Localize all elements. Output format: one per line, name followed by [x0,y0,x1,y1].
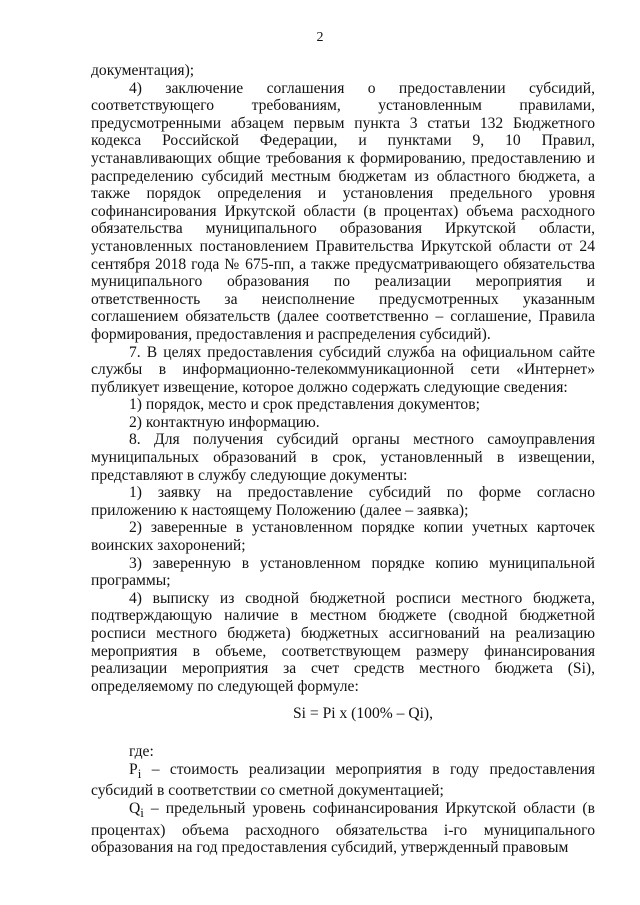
paragraph: 1) порядок, место и срок представления документов; [129,396,480,414]
paragraph: 4) заключение соглашения о предоставлении субсидий, соответствующего требованиям, установленным правилами, предусмотренными абзацем первым пункта 3 статьи 132 Бюджетного кодекса Российской Федерации, и пунктами 9, 10 Правил, устанавливающих общие требования к формированию, предоставлению и распределению субсидий местным бюджетам из областного бюджета, а также порядок определения и установления предельного уровня софинансирования Иркутской области (в процентах) объема расходного обязательства муниципального образования Иркутской области, установленных постановлением Правительства Иркутской области от 24 сентября 2018 года № 675-пп, а также предусматривающего обязательства муниципального образования по реализации мероприятия и ответственность за неисполнение предусмотренных указанным соглашением обязательств (далее соответственно – соглашение, Правила формирования, предоставления и распределения субсидий). [91,79,595,343]
paragraph: 2) заверенные в установленном порядке копии учетных карточек воинских захоронений; [91,519,595,555]
paragraph: 2) контактную информацию. [129,413,320,431]
formula: Si = Pi x (100% – Qi), [292,705,434,723]
p-subscript: i [137,765,142,781]
document-body [91,62,595,857]
definition-q [91,800,595,857]
paragraph: 7. В целях предоставления субсидий служба на официальном сайте службы в информационно-телекоммуникационной сети «Интернет» публикует извещение, которое должно содержать следующие сведения: [91,343,595,396]
where-label: где: [129,742,154,760]
page-number: 2 [316,30,324,45]
q-definition-text: – предельный уровень софинансирования Иркутской области (в процентах) объема расходного обязательства i-го муниципального образования на год предоставления субсидий, утвержденный правовым [91,799,595,857]
paragraph: 8. Для получения субсидий органы местного самоуправления муниципальных образований в срок, установленный в извещении, представляют в службу следующие документы: [91,431,595,484]
definition-p [91,761,595,800]
p-symbol: P [129,760,138,778]
paragraph: 3) заверенную в установленном порядке копию муниципальной программы; [91,554,595,590]
paragraph: документация); [91,62,195,79]
paragraph: 4) выписку из сводной бюджетной росписи местного бюджета, подтверждающую наличие в местном бюджете (сводной бюджетной росписи местного бюджета) бюджетных ассигнований на реализацию мероприятия в объеме, соответствующем размеру финансирования реализации мероприятия за счет средств местного бюджета (Si), определяемому по следующей формуле: [91,589,595,695]
paragraph: 1) заявку на предоставление субсидий по форме согласно приложению к настоящему Положению (далее – заявка); [91,484,595,519]
q-subscript: i [140,804,144,820]
q-symbol: Q [129,799,141,817]
p-definition-text: – стоимость реализации мероприятия в году предоставления субсидий в соответствии со сметной документацией; [91,760,595,800]
